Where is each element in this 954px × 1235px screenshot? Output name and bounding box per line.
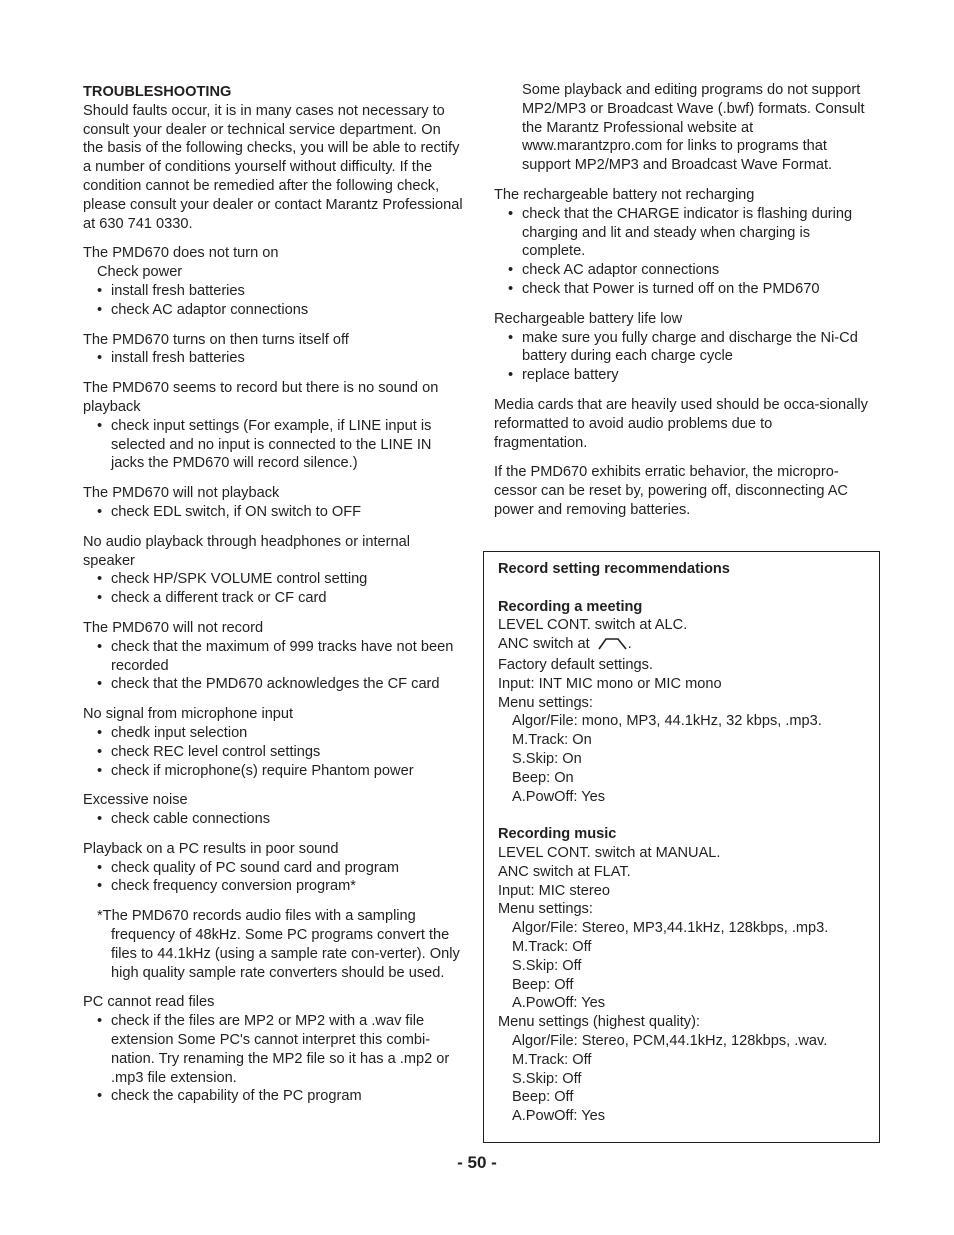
meeting-factory: Factory default settings. — [498, 656, 653, 673]
list-item: • check AC adaptor connections — [494, 261, 869, 280]
setting-line: Beep: Off — [512, 976, 574, 993]
setting-line: A.PowOff: Yes — [512, 788, 606, 805]
setting-line: S.Skip: On — [512, 750, 582, 767]
section-no-mic-signal — [83, 705, 463, 780]
list-item: • check HP/SPK VOLUME control setting — [83, 570, 463, 589]
section-no-playback — [83, 484, 463, 522]
list-item: • check frequency conversion program* — [83, 877, 463, 896]
meeting-anc — [498, 635, 868, 656]
setting-line: A.PowOff: Yes — [512, 995, 606, 1012]
list-item: • check the capability of the PC program — [83, 1087, 463, 1106]
section-title: No audio playback through headphones or internal speaker — [83, 533, 410, 569]
meeting-input: Input: INT MIC mono or MIC mono — [498, 675, 722, 692]
section-title: No signal from microphone input — [83, 706, 294, 723]
list-item: • check EDL switch, if ON switch to OFF — [83, 503, 463, 522]
section-title: The PMD670 seems to record but there is no sound on playback — [83, 380, 439, 415]
section-title: The PMD670 turns on then turns itself off — [83, 331, 349, 348]
setting-line: Beep: Off — [512, 1089, 574, 1106]
meeting-level: LEVEL CONT. switch at ALC. — [498, 617, 688, 634]
setting-line: S.Skip: Off — [512, 957, 582, 974]
section-title: The PMD670 will not playback — [83, 485, 280, 502]
intro-section — [83, 83, 463, 233]
music-menu-label: Menu settings: — [498, 901, 593, 918]
section-battery-not-recharging — [494, 186, 869, 299]
setting-line: S.Skip: Off — [512, 1070, 582, 1087]
setting-line: A.PowOff: Yes — [512, 1108, 606, 1125]
section-pc-cannot-read — [83, 993, 463, 1106]
section-no-record — [83, 619, 463, 694]
meeting-menu-label: Menu settings: — [498, 694, 593, 711]
continued-section — [494, 81, 869, 175]
list-item: • check REC level control settings — [83, 743, 463, 762]
footnote: *The PMD670 records audio files with a sampling frequency of 48kHz. Some PC programs convert the files to 44.1kHz (using a sample rate con-verter). Only high quality sample rate converters should be used. — [97, 908, 460, 981]
setting-line: M.Track: Off — [512, 938, 592, 955]
right-column — [494, 81, 869, 531]
section-title: The rechargeable battery not recharging — [494, 186, 755, 203]
list-item: • chedk input selection — [83, 724, 463, 743]
list-item: • check AC adaptor connections — [83, 301, 463, 320]
list-item: • check if microphone(s) require Phantom power — [83, 762, 463, 781]
music-menu-hq-label: Menu settings (highest quality): — [498, 1014, 700, 1031]
continued-paragraph: Some playback and editing programs do not support MP2/MP3 or Broadcast Wave (.bwf) formats. Consult the Marantz Professional website at www.marantzpro.com for links to programs that support MP2/MP3 and Broadcast Wave Format. — [522, 82, 865, 174]
meeting-heading: Recording a meeting — [498, 598, 643, 615]
section-title: The PMD670 will not record — [83, 619, 264, 636]
record-settings-box — [483, 551, 880, 1143]
list-item: • check that Power is turned off on the PMD670 — [494, 280, 869, 299]
list-item: • install fresh batteries — [83, 282, 463, 301]
anc-period: . — [627, 636, 632, 653]
section-no-audio — [83, 533, 463, 608]
setting-line: M.Track: Off — [512, 1051, 592, 1068]
reset-paragraph — [494, 463, 869, 519]
setting-line: Algor/File: Stereo, PCM,44.1kHz, 128kbps, .wav. — [512, 1032, 828, 1049]
list-item: • check that the maximum of 999 tracks have not been recorded — [83, 638, 463, 676]
setting-line: Algor/File: Stereo, MP3,44.1kHz, 128kbps, .mp3. — [512, 920, 829, 937]
section-noise — [83, 791, 463, 829]
list-item: • make sure you fully charge and discharge the Ni-Cd battery during each charge cycle — [494, 329, 869, 367]
list-item: • check cable connections — [83, 810, 463, 829]
section-turns-off — [83, 331, 463, 369]
media-cards-paragraph — [494, 396, 869, 452]
high-pass-filter-icon — [598, 636, 628, 656]
section-no-sound — [83, 379, 463, 473]
section-title: Rechargeable battery life low — [494, 310, 683, 327]
section-subtitle: Check power — [97, 264, 183, 281]
section-title: Playback on a PC results in poor sound — [83, 840, 339, 857]
section-battery-life-low — [494, 310, 869, 385]
setting-line: M.Track: On — [512, 732, 592, 749]
list-item: • check that the CHARGE indicator is flashing during charging and lit and steady when charging is complete. — [494, 205, 869, 261]
music-heading: Recording music — [498, 826, 617, 843]
setting-line: Beep: On — [512, 769, 574, 786]
list-item: • check input settings (For example, if LINE input is selected and no input is connected to the LINE IN jacks the PMD670 will record silence.) — [83, 417, 463, 473]
section-title: The PMD670 does not turn on — [83, 245, 279, 262]
anc-label: ANC switch at — [498, 636, 590, 653]
music-level: LEVEL CONT. switch at MANUAL. — [498, 844, 721, 861]
list-item: • check a different track or CF card — [83, 589, 463, 608]
page-number: - 50 - — [457, 1153, 497, 1172]
list-item: • replace battery — [494, 366, 869, 385]
section-title: PC cannot read files — [83, 994, 215, 1011]
list-item: • check that the PMD670 acknowledges the CF card — [83, 675, 463, 694]
list-item: • check if the files are MP2 or MP2 with a .wav file extension Some PC's cannot interpret this combi-nation. Try renaming the MP2 file so it has a .mp2 or .mp3 file extension. — [83, 1012, 463, 1087]
paragraph: If the PMD670 exhibits erratic behavior, the micropro-cessor can be reset by, powering off, disconnecting AC power and removing batteries. — [494, 464, 848, 518]
record-settings-content — [498, 560, 868, 1126]
list-item: • check quality of PC sound card and program — [83, 859, 463, 878]
music-anc: ANC switch at FLAT. — [498, 863, 631, 880]
section-pc-poor-sound — [83, 840, 463, 983]
intro-paragraph: Should faults occur, it is in many cases not necessary to consult your dealer or technical service department. On the basis of the following checks, you will be able to rectify a number of conditions yourself without difficulty. If the condition cannot be remedied after the following check, please consult your dealer or contact Marantz Professional at 630 741 0330. — [83, 102, 463, 232]
paragraph: Media cards that are heavily used should be occa-sionally reformatted to avoid audio problems due to fragmentation. — [494, 396, 868, 451]
setting-line: Algor/File: mono, MP3, 44.1kHz, 32 kbps, .mp3. — [512, 713, 822, 730]
list-item: • install fresh batteries — [83, 349, 463, 368]
music-input: Input: MIC stereo — [498, 882, 610, 899]
section-title: Excessive noise — [83, 792, 188, 809]
section-no-power — [83, 244, 463, 319]
left-column — [83, 83, 463, 1117]
troubleshooting-heading: TROUBLESHOOTING — [83, 84, 232, 100]
box-title: Record setting recommendations — [498, 561, 730, 577]
